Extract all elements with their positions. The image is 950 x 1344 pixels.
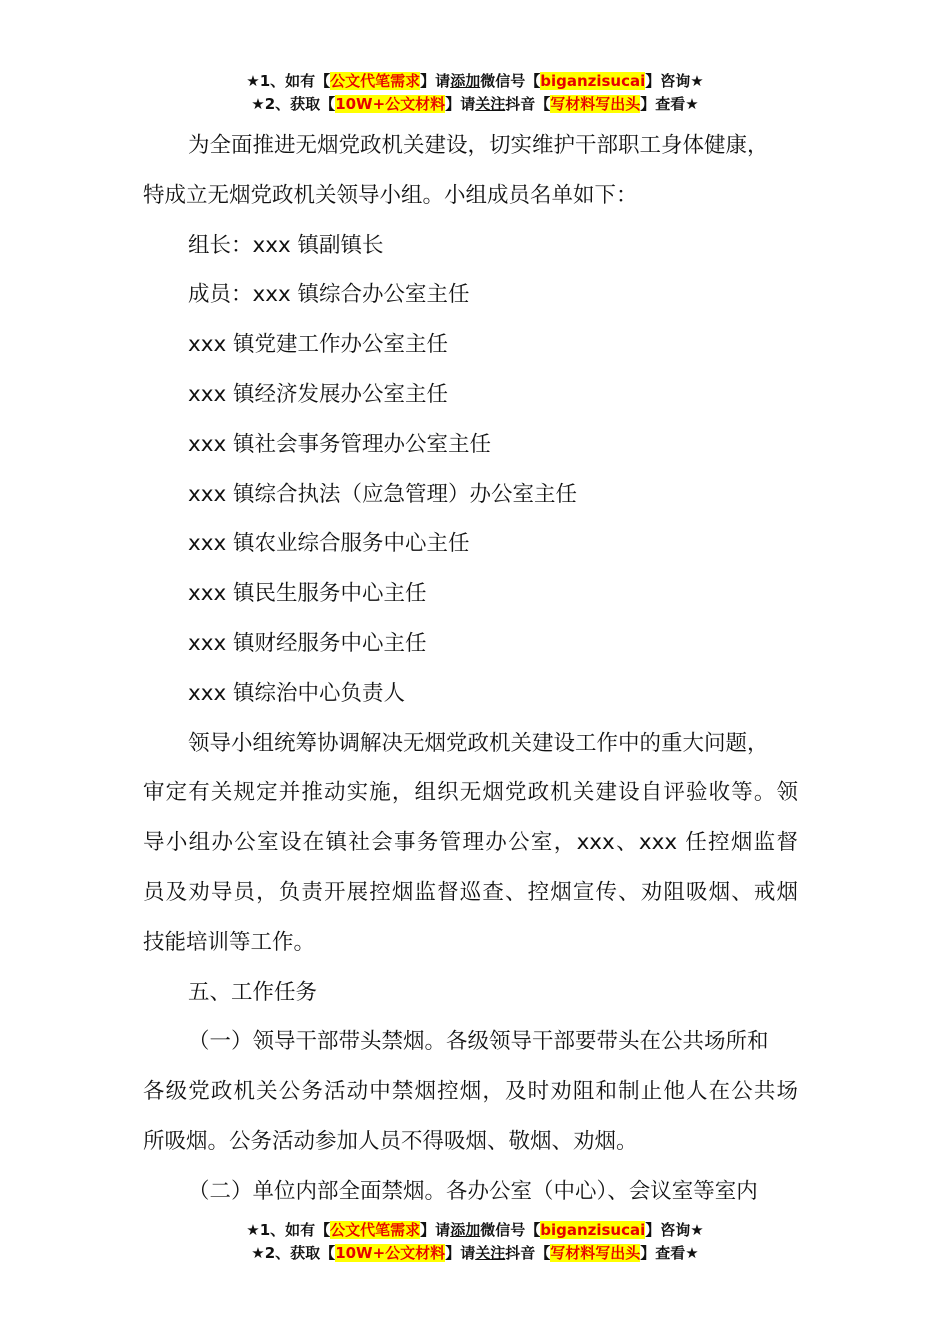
highlight-douyin-account: 写材料写出头 <box>550 95 641 113</box>
document-body <box>143 121 798 1217</box>
paragraph-line: 所吸烟。公务活动参加人员不得吸烟、敬烟、劝烟。 <box>143 1128 638 1154</box>
paragraph-line: （二）单位内部全面禁烟。各办公室（中心）、会议室等室内 <box>188 1178 758 1204</box>
banner-line-2: ★2、获取【10W+公文材料】请关注抖音【写材料写出头】查看★ <box>251 1244 699 1262</box>
paragraph-line: 导小组办公室设在镇社会事务管理办公室，xxx、xxx 任控烟监督 <box>143 830 798 856</box>
list-item: 成员：xxx 镇综合办公室主任 <box>188 282 470 308</box>
section-heading: 五、工作任务 <box>188 979 318 1005</box>
banner-line-1: ★1、如有【公文代笔需求】请添加微信号【biganzisucai】咨询★ <box>246 1221 704 1239</box>
list-item: xxx 镇社会事务管理办公室主任 <box>188 431 492 457</box>
header-banner <box>0 70 950 116</box>
list-item: 组长：xxx 镇副镇长 <box>188 232 384 258</box>
paragraph-line: 技能培训等工作。 <box>143 929 316 955</box>
list-item: xxx 镇民生服务中心主任 <box>188 581 427 607</box>
paragraph-line: 领导小组统筹协调解决无烟党政机关建设工作中的重大问题， <box>188 730 769 756</box>
paragraph-line: 员及劝导员，负责开展控烟监督巡查、控烟宣传、劝阻吸烟、戒烟 <box>143 879 798 905</box>
list-item: xxx 镇综合执法（应急管理）办公室主任 <box>188 481 578 507</box>
paragraph-line: 审定有关规定并推动实施，组织无烟党政机关建设自评验收等。领 <box>143 780 798 806</box>
highlight-wechat-id: biganzisucai <box>540 72 646 90</box>
list-item: xxx 镇综治中心负责人 <box>188 680 406 706</box>
list-item: xxx 镇财经服务中心主任 <box>188 630 427 656</box>
paragraph-line: 各级党政机关公务活动中禁烟控烟，及时劝阻和制止他人在公共场 <box>143 1079 798 1105</box>
highlight-service: 公文代笔需求 <box>330 72 421 90</box>
highlight-douyin-account: 写材料写出头 <box>550 1244 641 1262</box>
list-item: xxx 镇农业综合服务中心主任 <box>188 531 470 557</box>
paragraph-line: （一）领导干部带头禁烟。各级领导干部要带头在公共场所和 <box>188 1029 769 1055</box>
footer-banner <box>0 1219 950 1265</box>
highlight-service: 公文代笔需求 <box>330 1221 421 1239</box>
paragraph-line: 特成立无烟党政机关领导小组。小组成员名单如下： <box>143 182 638 208</box>
highlight-wechat-id: biganzisucai <box>540 1221 646 1239</box>
banner-line-2: ★2、获取【10W+公文材料】请关注抖音【写材料写出头】查看★ <box>251 95 699 113</box>
highlight-materials: 10W+公文材料 <box>335 1244 446 1262</box>
list-item: xxx 镇经济发展办公室主任 <box>188 381 449 407</box>
list-item: xxx 镇党建工作办公室主任 <box>188 332 449 358</box>
banner-line-1: ★1、如有【公文代笔需求】请添加微信号【biganzisucai】咨询★ <box>246 72 704 90</box>
paragraph-line: 为全面推进无烟党政机关建设，切实维护干部职工身体健康， <box>188 133 769 158</box>
highlight-materials: 10W+公文材料 <box>335 95 446 113</box>
